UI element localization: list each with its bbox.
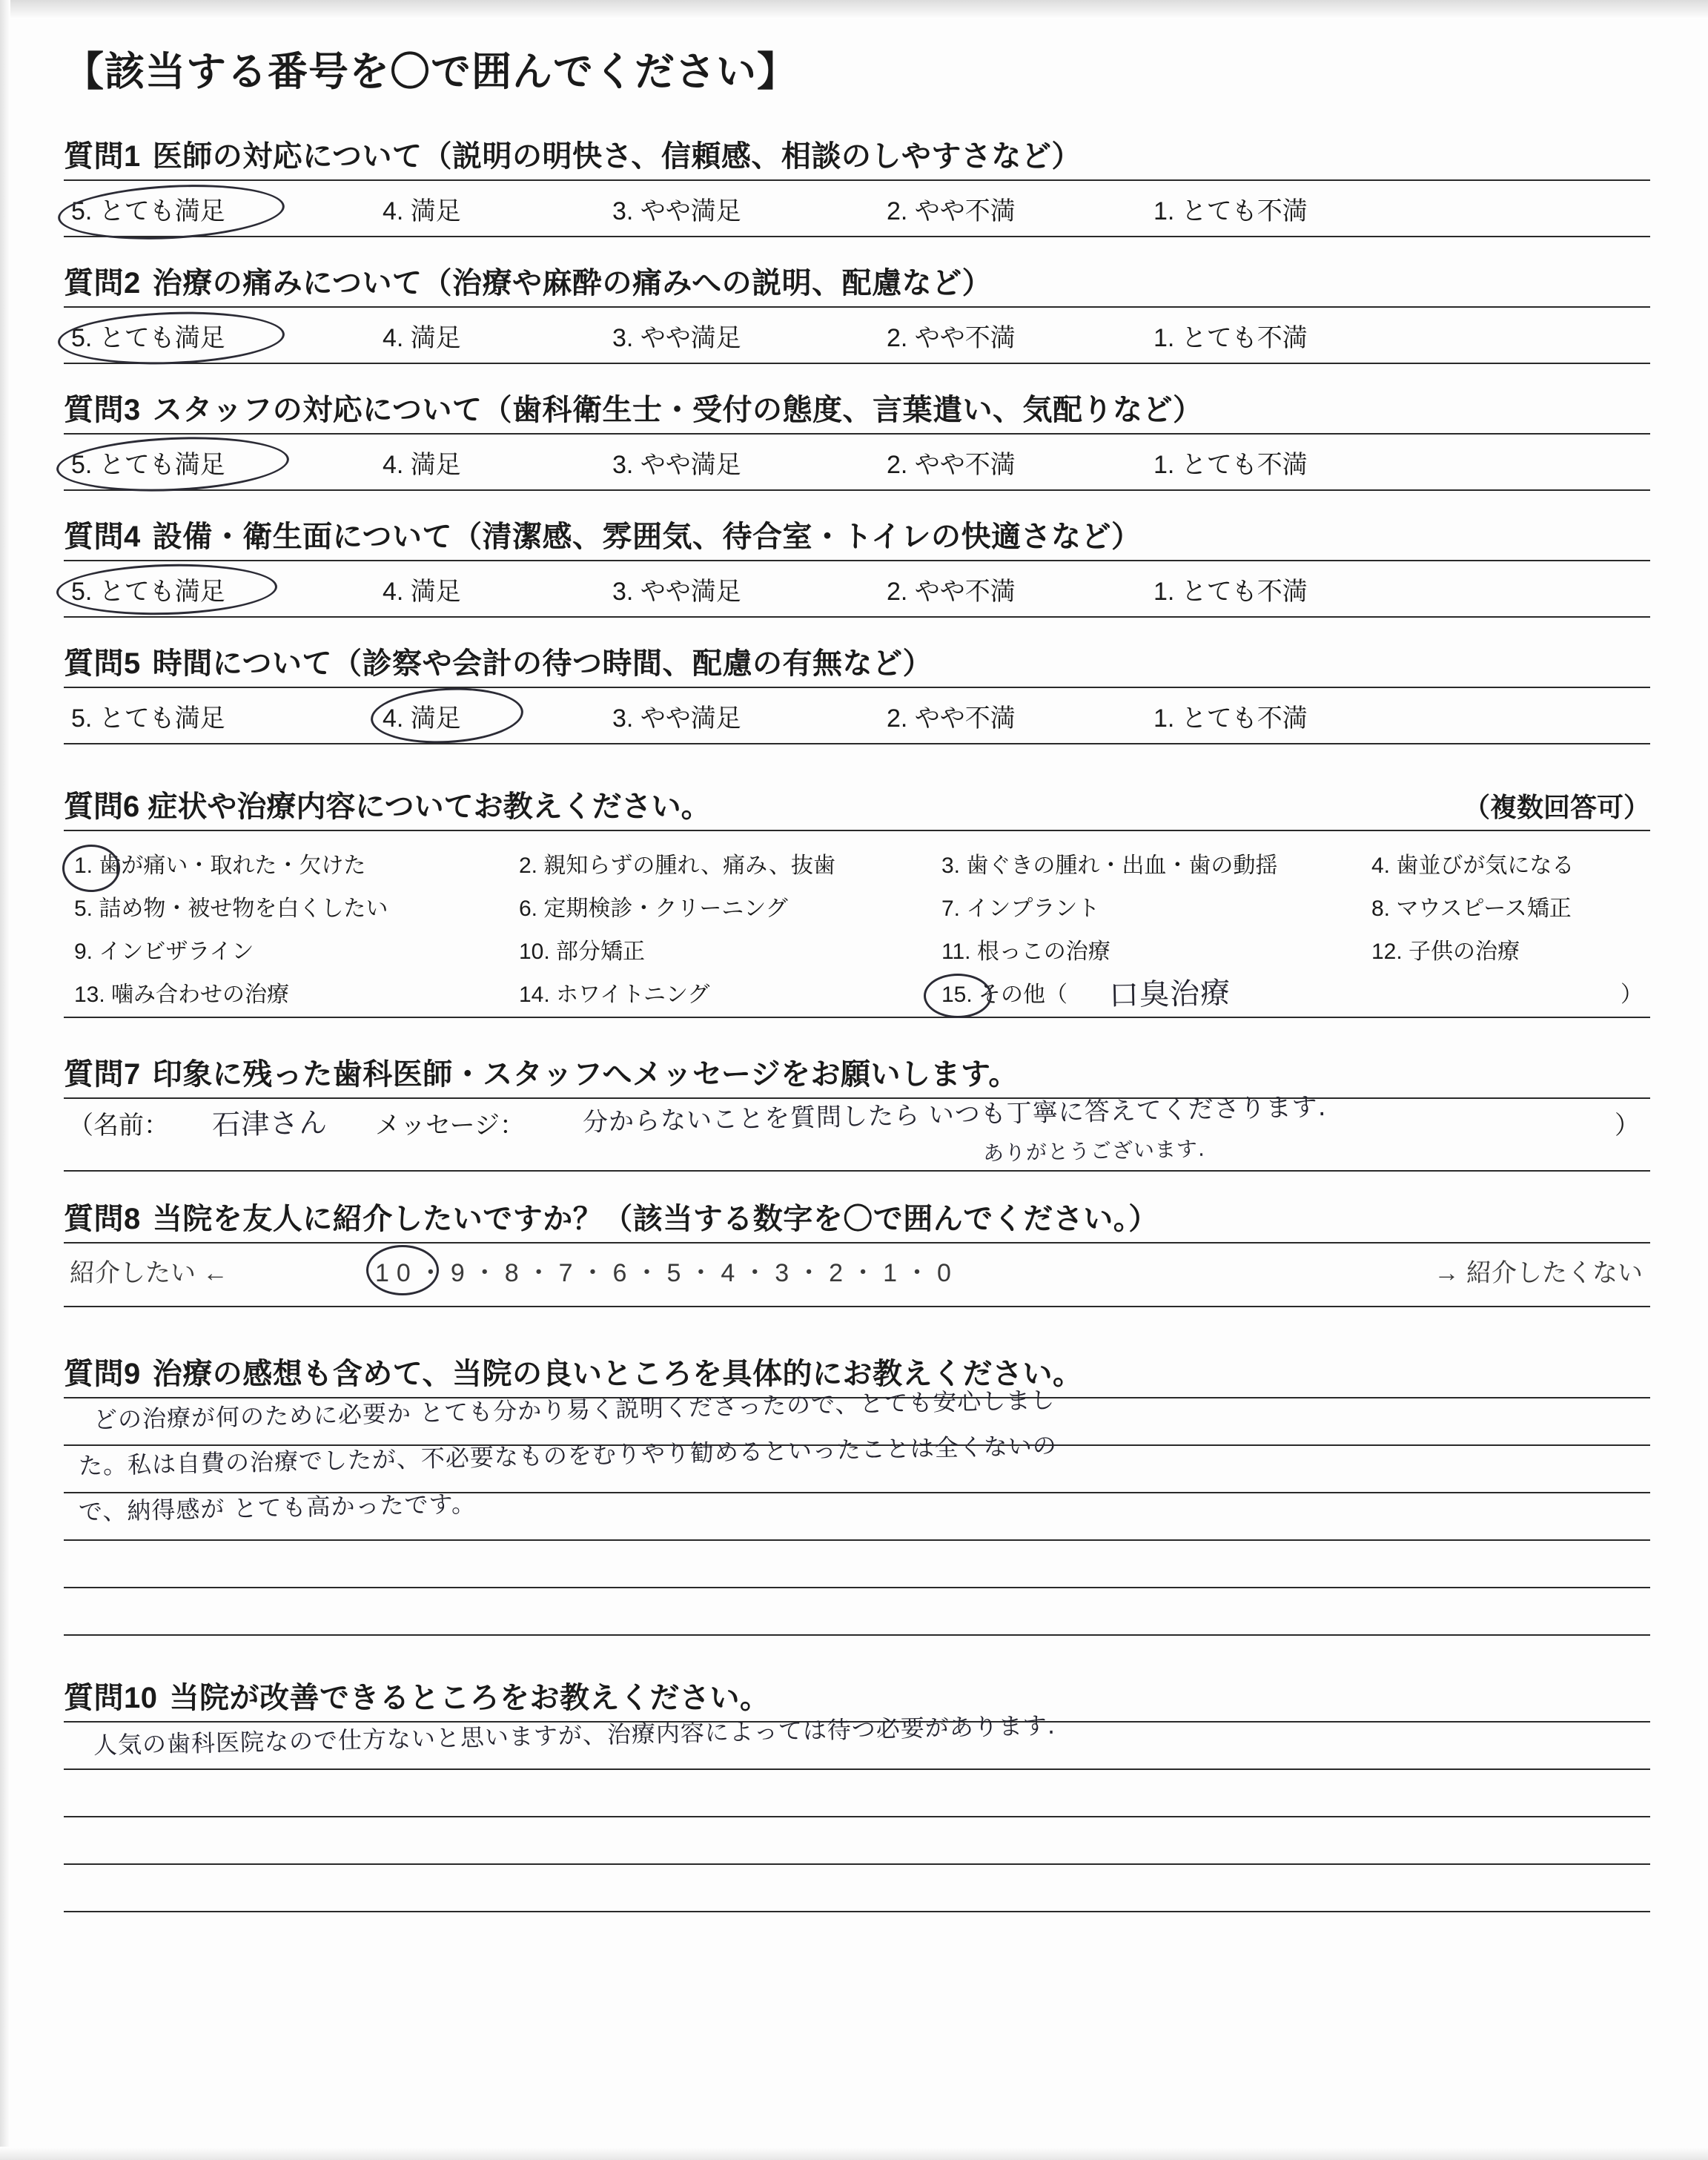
question-7-text: 印象に残った歯科医師・スタッフへメッセージをお願いします。 (152, 1058, 1019, 1091)
question-5-number: 質問5 (64, 647, 141, 680)
option-4[interactable]: 4. 満足 (383, 196, 461, 225)
option-4[interactable]: 4. 満足 (383, 704, 461, 733)
question-2-text: 治療の痛みについて（治療や麻酔の痛みへの説明、配慮など） (152, 267, 993, 300)
write-line[interactable] (64, 1865, 1650, 1912)
question-8-scale[interactable] (64, 1244, 1650, 1306)
question-5-heading (64, 640, 1650, 682)
q6-option-11[interactable]: 11. 根っこの治療 (941, 939, 1110, 964)
question-5-options (64, 688, 1650, 743)
question-block-6 (64, 783, 1650, 1018)
option-2[interactable]: 2. やや不満 (887, 704, 1016, 733)
question-7-heading (64, 1051, 1650, 1093)
question-7-number: 質問7 (64, 1058, 141, 1091)
q6-option-4[interactable]: 4. 歯並びが気になる (1371, 853, 1575, 878)
q6-row (64, 928, 1650, 971)
question-4-heading (64, 513, 1650, 555)
option-4[interactable]: 4. 満足 (383, 323, 461, 352)
q6-option-10[interactable]: 10. 部分矯正 (519, 939, 646, 964)
question-3-number: 質問3 (64, 394, 141, 426)
question-8-text: 当院を友人に紹介したいですか？（該当する数字を〇で囲んでください。） (152, 1203, 1159, 1235)
q6-option-13[interactable]: 13. 噛み合わせの治療 (74, 982, 290, 1007)
question-block-9 (64, 1350, 1650, 1636)
q6-option-15[interactable]: 15. その他（ (941, 982, 1068, 1007)
option-5[interactable]: 5. とても満足 (71, 323, 225, 352)
q6-other-handwriting: 口臭治療 (1108, 976, 1231, 1013)
option-3[interactable]: 3. やや満足 (612, 323, 741, 352)
question-block-7 (64, 1051, 1650, 1172)
question-block-8 (64, 1195, 1650, 1307)
option-1[interactable]: 1. とても不満 (1153, 196, 1308, 225)
question-3-options (64, 435, 1650, 489)
q6-option-2[interactable]: 2. 親知らずの腫れ、痛み、抜歯 (519, 853, 835, 878)
question-5-text: 時間について（診察や会計の待つ時間、配慮の有無など） (152, 647, 933, 680)
question-10-number: 質問10 (64, 1682, 158, 1714)
question-6-heading (64, 783, 1650, 825)
q6-option-6[interactable]: 6. 定期検診・クリーニング (519, 896, 788, 921)
question-1-text: 医師の対応について（説明の明快さ、信頼感、相談のしやすさなど） (152, 140, 1082, 173)
option-2[interactable]: 2. やや不満 (887, 450, 1016, 479)
write-line[interactable] (64, 1817, 1650, 1865)
question-3-heading (64, 386, 1650, 429)
question-9-answer-area[interactable] (64, 1385, 1650, 1636)
q6-row (64, 971, 1650, 1014)
question-9-text: 治療の感想も含めて、当院の良いところを具体的にお教えください。 (152, 1358, 1083, 1390)
question-6-number: 質問6 (64, 790, 140, 823)
q6-option-7[interactable]: 7. インプラント (941, 896, 1100, 921)
q10-handwriting-line-1: 人気の歯科医院なので仕方ないと思いますが、治療内容によっては待つ必要があります. (93, 1711, 1056, 1760)
question-block-4 (64, 513, 1650, 618)
q6-row (64, 885, 1650, 928)
question-2-options (64, 308, 1650, 363)
option-1[interactable]: 1. とても不満 (1153, 323, 1308, 352)
q8-numbers[interactable]: 10・9・8・7・6・5・4・3・2・1・0 (375, 1259, 959, 1287)
question-block-1 (64, 133, 1650, 237)
q6-option-8[interactable]: 8. マウスピース矯正 (1371, 896, 1572, 921)
question-8-number: 質問8 (64, 1203, 141, 1235)
q7-message-handwriting: 分からないことを質問したら いつも丁寧に答えてくださります. (582, 1091, 1327, 1137)
scan-edge-bottom (0, 2147, 1708, 2160)
q7-name-label: （名前： (68, 1112, 169, 1140)
divider (64, 363, 1650, 364)
option-2[interactable]: 2. やや不満 (887, 196, 1016, 225)
question-block-10 (64, 1674, 1650, 1912)
write-line[interactable] (64, 1588, 1650, 1636)
question-7-answer-line[interactable] (64, 1091, 1650, 1170)
q8-right-label: → 紹介したくない (1434, 1259, 1643, 1287)
q8-left-label: 紹介したい ← (70, 1259, 228, 1287)
option-3[interactable]: 3. やや満足 (612, 704, 741, 733)
divider (64, 1170, 1650, 1172)
divider (64, 743, 1650, 744)
q6-option-9[interactable]: 9. インビザライン (74, 939, 254, 964)
divider (64, 236, 1650, 237)
q6-option-15-close: ） (1621, 982, 1643, 1007)
q9-handwriting-line-3: で、納得感が とても高かったです。 (78, 1489, 477, 1526)
q7-close-paren: ） (1615, 1112, 1640, 1140)
option-5[interactable]: 5. とても満足 (71, 196, 225, 225)
divider (64, 616, 1650, 618)
q6-row (64, 842, 1650, 885)
option-5[interactable]: 5. とても満足 (71, 704, 225, 733)
divider (64, 1017, 1650, 1018)
question-10-answer-area[interactable] (64, 1711, 1650, 1912)
option-1[interactable]: 1. とても不満 (1153, 704, 1308, 733)
q7-message-label: メッセージ： (375, 1112, 525, 1140)
question-2-heading (64, 260, 1650, 302)
question-4-options (64, 561, 1650, 616)
question-6-text: 症状や治療内容についてお教えください。 (148, 790, 711, 823)
q9-handwriting-line-2: た。私は自費の治療でしたが、不必要なものをむりやり勧めるといったことは全くないの (78, 1431, 1058, 1480)
scan-edge-left (0, 0, 10, 2160)
q7-name-handwriting: 石津さん (211, 1106, 328, 1141)
question-4-number: 質問4 (64, 521, 141, 553)
q6-option-14[interactable]: 14. ホワイトニング (519, 982, 710, 1007)
option-4[interactable]: 4. 満足 (383, 577, 461, 606)
question-4-text: 設備・衛生面について（清潔感、雰囲気、待合室・トイレの快適さなど） (152, 521, 1142, 553)
q6-option-12[interactable]: 12. 子供の治療 (1371, 939, 1520, 964)
question-2-number: 質問2 (64, 267, 141, 300)
q9-handwriting-line-1: どの治療が何のために必要か とても分かり易く説明くださったので、とても安心しまし (93, 1385, 1056, 1434)
question-1-number: 質問1 (64, 140, 141, 173)
option-3[interactable]: 3. やや満足 (612, 196, 741, 225)
option-1[interactable]: 1. とても不満 (1153, 450, 1308, 479)
question-6-options-grid (64, 831, 1650, 1014)
question-block-3 (64, 386, 1650, 491)
survey-content (64, 40, 1650, 1921)
q7-message-handwriting-2: ありがとうございます. (982, 1136, 1206, 1166)
option-2[interactable]: 2. やや不満 (887, 323, 1016, 352)
option-2[interactable]: 2. やや不満 (887, 577, 1016, 606)
option-4[interactable]: 4. 満足 (383, 450, 461, 479)
question-block-2 (64, 260, 1650, 364)
question-1-options (64, 181, 1650, 236)
option-3[interactable]: 3. やや満足 (612, 450, 741, 479)
question-9-number: 質問9 (64, 1358, 141, 1390)
write-line[interactable] (64, 1541, 1650, 1588)
question-6-note: （複数回答可） (1463, 792, 1650, 822)
question-10-text: 当院が改善できるところをお教えください。 (169, 1682, 770, 1714)
scan-edge-top (0, 0, 1708, 19)
divider (64, 1306, 1650, 1307)
divider (64, 489, 1650, 491)
question-1-heading (64, 133, 1650, 175)
question-block-5 (64, 640, 1650, 744)
write-line[interactable] (64, 1770, 1650, 1817)
option-5[interactable]: 5. とても満足 (71, 450, 225, 479)
q6-option-3[interactable]: 3. 歯ぐきの腫れ・出血・歯の動揺 (941, 853, 1278, 878)
page-title: 【該当する番号を〇で囲んでください】 (64, 50, 798, 94)
question-8-heading (64, 1195, 1650, 1238)
option-1[interactable]: 1. とても不満 (1153, 577, 1308, 606)
q6-option-1[interactable]: 1. 歯が痛い・取れた・欠けた (74, 853, 366, 878)
question-3-text: スタッフの対応について（歯科衛生士・受付の態度、言葉遣い、気配りなど） (152, 394, 1203, 426)
option-5[interactable]: 5. とても満足 (71, 577, 225, 606)
option-3[interactable]: 3. やや満足 (612, 577, 741, 606)
q6-option-5[interactable]: 5. 詰め物・被せ物を白くしたい (74, 896, 388, 921)
